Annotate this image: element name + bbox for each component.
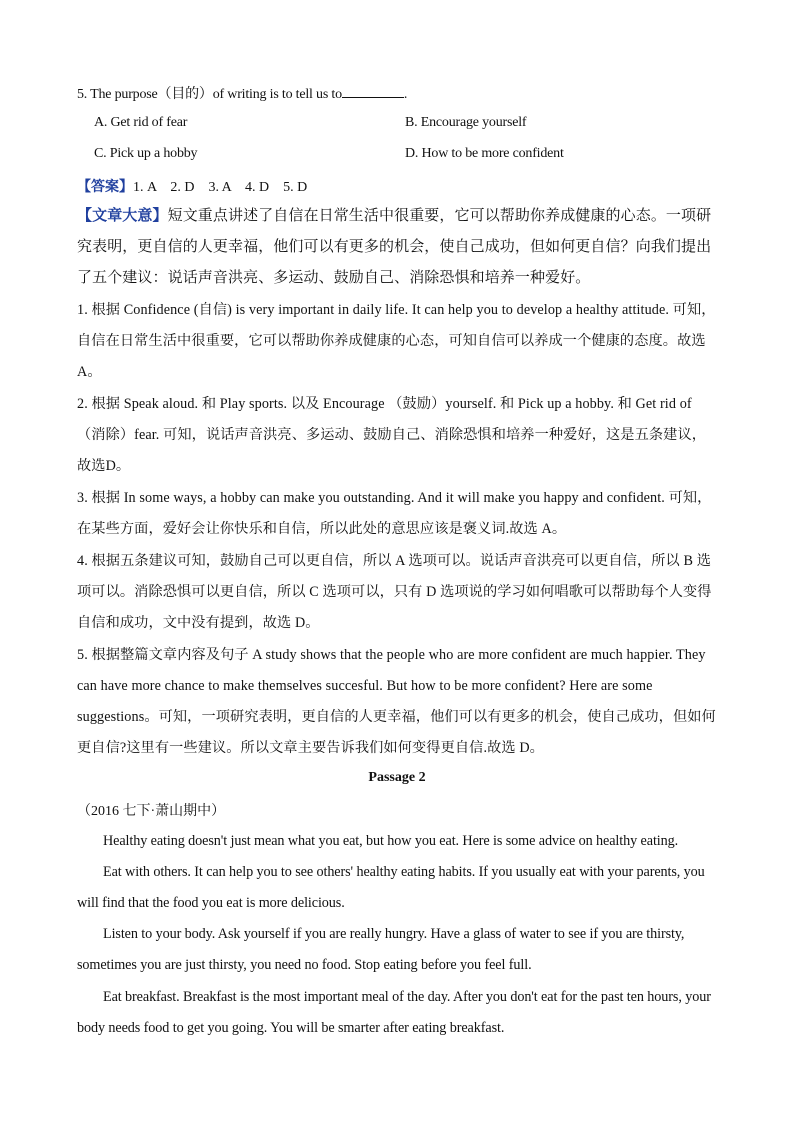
passage-paragraph: Healthy eating doesn't just mean what you eat, but how you eat. Here is some advice on healthy eating. [103,833,679,849]
question-5-stem [77,83,407,103]
option-d: D. How to be more confident [405,146,564,161]
answer-blank [342,85,404,98]
explanation-4: 4. 根据五条建议可知，鼓励自己可以更自信，所以 A 选项可以。说话声音洪亮可以更自信，所以 B 选项可以。消除恐惧可以更自信，所以 C 选项可以，只有 D 选项说的学习如何唱歌可以帮助每个人变得自信和成功，文中没有提到，故选 D。 [77,553,712,631]
option-a: A. Get rid of fear [94,115,188,130]
answer-label: 【答案】 [77,180,133,195]
summary-label: 【文章大意】 [77,208,168,224]
question-5-text: 5. The purpose（目的）of writing is to tell us to [77,87,342,102]
summary-paragraph [77,201,719,294]
passage-paragraph: Eat breakfast. Breakfast is the most important meal of the day. After you don't eat for the past ten hours, your body needs food to get you going. You will be smarter after eating breakfast. [77,989,711,1036]
explanation-3: 3. 根据 In some ways, a hobby can make you outstanding. And it will make you happy and confident. 可知，在某些方面，爱好会让你快乐和自信，所以此处的意思应该是褒义词.故选 A。 [77,490,712,537]
question-5-end: . [403,87,408,102]
option-b: B. Encourage yourself [405,115,527,130]
explanation-1: 1. 根据 Confidence (自信) is very important in daily life. It can help you to develop a healthy attitude. 可知，自信在日常生活中很重要，它可以帮助你养成健康的心态，可知自信可以养成一个健康的态度。故选A。 [77,302,716,380]
option-c: C. Pick up a hobby [94,146,198,161]
passage-paragraph: Eat with others. It can help you to see others' healthy eating habits. If you usually eat with your parents, you will find that the food you eat is more delicious. [77,864,705,911]
answer-text: 1. A 2. D 3. A 4. D 5. D [133,180,308,195]
summary-text: 短文重点讲述了自信在日常生活中很重要，它可以帮助你养成健康的心态。一项研究表明，更自信的人更幸福，他们可以有更多的机会，使自己成功，但如何更自信？向我们提出了五个建议：说话声音洪亮、多运动、鼓励自己、消除恐惧和培养一种爱好。 [77,208,712,286]
explanation-5: 5. 根据整篇文章内容及句子 A study shows that the people who are more confident are much happier. They can have more chance to make themselves succesful. But how to be more confident? Here are some suggestions。可知，一项研究表明，更自信的人更幸福，他们可以有更多的机会，使自己成功，但如何更自信?这里有一些建议。所以文章主要告诉我们如何变得更自信.故选 D。 [77,647,716,756]
answer-line [77,176,307,196]
passage-title: Passage 2 [368,770,426,785]
explanation-2: 2. 根据 Speak aloud. 和 Play sports. 以及 Encourage （鼓励）yourself. 和 Pick up a hobby. 和 Get rid of（消除）fear. 可知，说话声音洪亮、多运动、鼓励自己、消除恐惧和培养一种爱好，这是五条建议，故选D。 [77,396,707,474]
passage-paragraph: Listen to your body. Ask yourself if you are really hungry. Have a glass of water to see if you are thirsty, sometimes you are just thirsty, you need no food. Stop eating before you feel full. [77,926,685,973]
passage-source: （2016 七下·萧山期中） [77,804,226,819]
